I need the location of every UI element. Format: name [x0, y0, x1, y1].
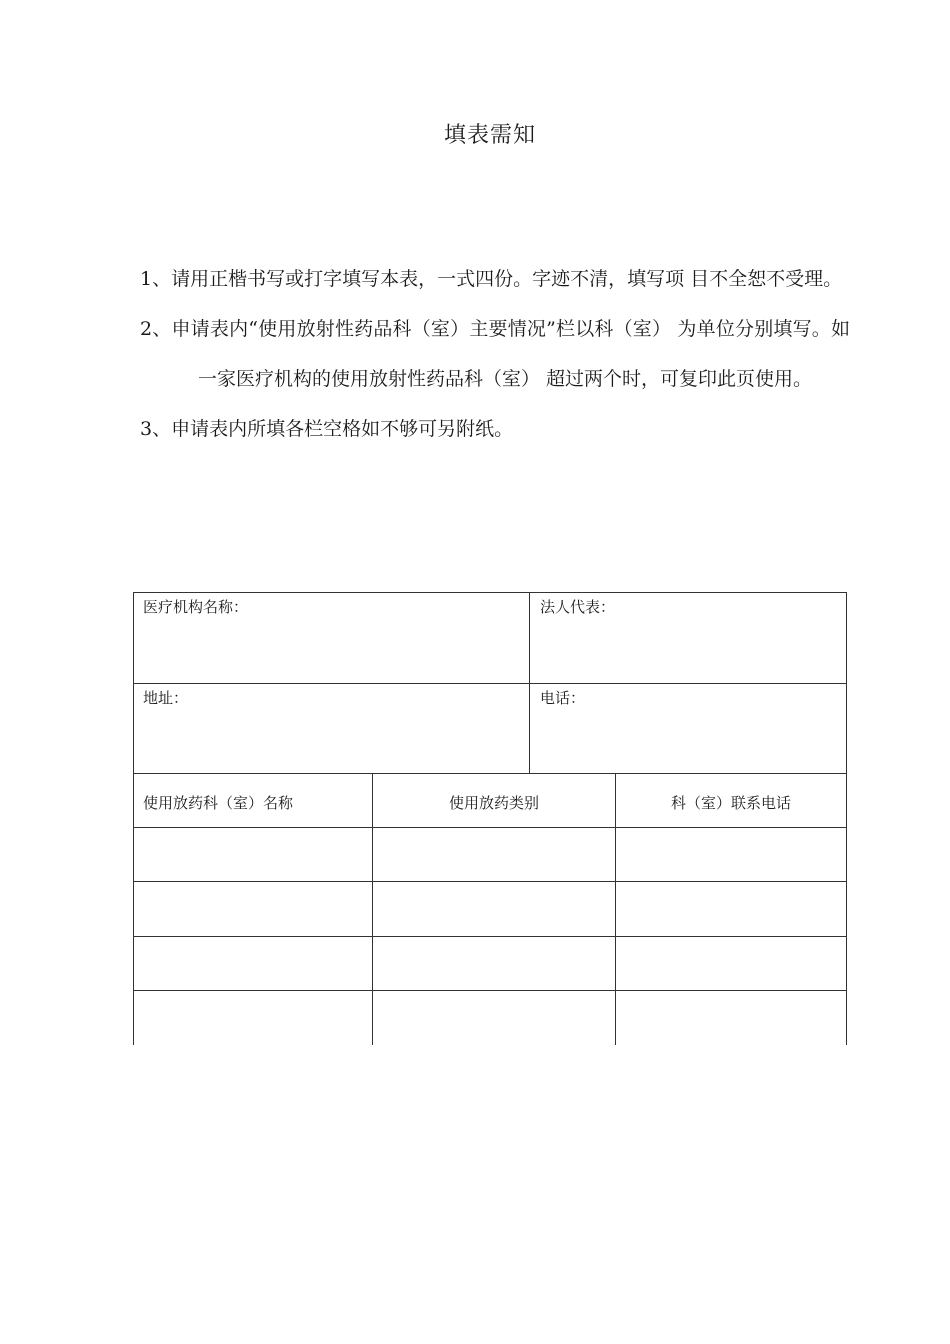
table-cell[interactable]: [134, 882, 372, 936]
instruction-item: 3、申请表内所填各栏空格如不够可另附纸。: [140, 418, 514, 440]
table-cell[interactable]: [373, 882, 615, 936]
table-cell[interactable]: [373, 991, 615, 1045]
table-border-right: [846, 592, 847, 1045]
instruction-item: 2、申请表内“使用放射性药品科（室）主要情况”栏以科（室） 为单位分别填写。如一家医疗机构的使用放射性药品科（室） 超过两个时，可复印此页使用。: [140, 318, 850, 390]
column-header-dept-name: 使用放药科（室）名称: [143, 794, 294, 812]
instruction-item: 1、请用正楷书写或打字填写本表，一式四份。字迹不清，填写项 目不全恕不受理。: [140, 268, 843, 290]
legal-rep-label: 法人代表：: [540, 598, 616, 616]
institution-name-label: 医疗机构名称：: [143, 598, 249, 616]
table-cell[interactable]: [134, 937, 372, 990]
table-cell[interactable]: [134, 828, 372, 881]
address-label: 地址：: [143, 689, 189, 707]
table-cell[interactable]: [373, 828, 615, 881]
table-cell[interactable]: [616, 937, 846, 990]
table-cell[interactable]: [616, 828, 846, 881]
table-cell[interactable]: [373, 937, 615, 990]
table-cell[interactable]: [134, 991, 372, 1045]
table-border-top: [133, 592, 847, 593]
column-header-drug-category: 使用放药类别: [448, 794, 539, 812]
column-header-dept-phone: 科（室）联系电话: [670, 794, 791, 812]
instructions-list: [140, 254, 850, 454]
page-title: 填表需知: [443, 123, 536, 148]
table-rule: [133, 773, 847, 774]
application-form-table: [133, 592, 847, 1045]
table-cell[interactable]: [616, 882, 846, 936]
phone-label: 电话：: [540, 689, 586, 707]
table-rule: [529, 592, 530, 774]
table-rule: [133, 683, 847, 684]
table-cell[interactable]: [616, 991, 846, 1045]
